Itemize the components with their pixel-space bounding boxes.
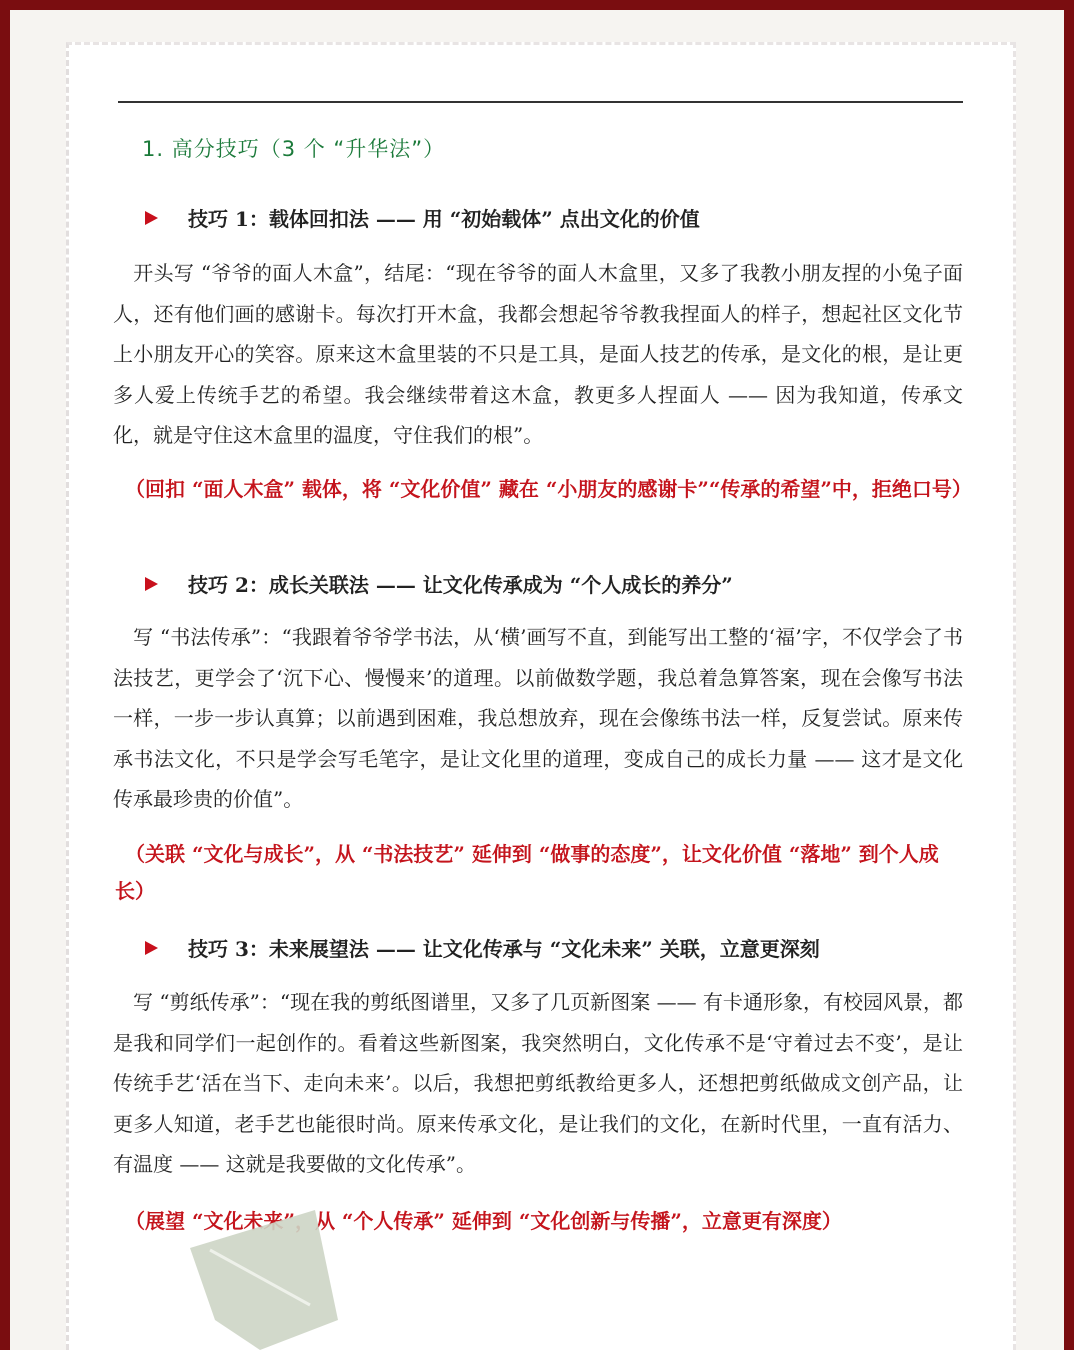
tip-1-heading: 技巧 1：载体回扣法 —— 用 “初始载体” 点出文化的价值 xyxy=(188,207,700,231)
tip-1-heading-row xyxy=(145,203,700,232)
tip-3-heading: 技巧 3：未来展望法 —— 让文化传承与 “文化未来” 关联，立意更深刻 xyxy=(188,937,820,961)
tip-1-body: 开头写 “爷爷的面人木盒”，结尾：“现在爷爷的面人木盒里，又多了我教小朋友捏的小兔子面人，还有他们画的感谢卡。每次打开木盒，我都会想起爷爷教我捏面人的样子，想起社区文化节上小朋友开心的笑容。原来这木盒里装的不只是工具，是面人技艺的传承，是文化的根，是让更多人爱上传统手艺的希望。我会继续带着这木盒，教更多人捏面人 —— 因为我知道，传承文化，就是守住这木盒里的温度，守住我们的根”。 xyxy=(113,261,963,448)
header-rule xyxy=(118,101,963,103)
red-arrow-icon xyxy=(145,941,158,955)
tip-3-note: （展望 “文化未来”，从 “个人传承” 延伸到 “文化创新与传播”，立意更有深度） xyxy=(115,1209,842,1233)
tip-1-note: （回扣 “面人木盒” 载体，将 “文化价值” 藏在 “小朋友的感谢卡”“传承的希望”中，拒绝口号） xyxy=(115,477,972,501)
tip-3-body: 写 “剪纸传承”：“现在我的剪纸图谱里，又多了几页新图案 —— 有卡通形象，有校园风景，都是我和同学们一起创作的。看着这些新图案，我突然明白，文化传承不是‘守着过去不变’，是让传统手艺‘活在当下、走向未来’。以后，我想把剪纸教给更多人，还想把剪纸做成文创产品，让更多人知道，老手艺也能很时尚。原来传承文化，是让我们的文化，在新时代里，一直有活力、有温度 —— 这就是我要做的文化传承”。 xyxy=(113,990,963,1177)
section-title: 1. 高分技巧（3 个 “升华法”） xyxy=(142,137,446,161)
paper-fold-decoration xyxy=(190,1210,340,1350)
red-arrow-icon xyxy=(145,577,158,591)
tip-2-note: （关联 “文化与成长”，从 “书法技艺” 延伸到 “做事的态度”，让文化价值 “落地” 到个人成长） xyxy=(115,842,939,903)
tip-2-body: 写 “书法传承”：“我跟着爷爷学书法，从‘横’画写不直，到能写出工整的‘福’字，不仅学会了书法技艺，更学会了‘沉下心、慢慢来’的道理。以前做数学题，我总着急算答案，现在会像写书法一样，一步一步认真算；以前遇到困难，我总想放弃，现在会像练书法一样，反复尝试。原来传承书法文化，不只是学会写毛笔字，是让文化里的道理，变成自己的成长力量 —— 这才是文化传承最珍贵的价值”。 xyxy=(113,625,963,812)
tip-3-heading-row xyxy=(145,933,820,962)
tip-2-heading: 技巧 2：成长关联法 —— 让文化传承成为 “个人成长的养分” xyxy=(188,573,733,597)
red-arrow-icon xyxy=(145,211,158,225)
tip-2-heading-row xyxy=(145,569,733,598)
